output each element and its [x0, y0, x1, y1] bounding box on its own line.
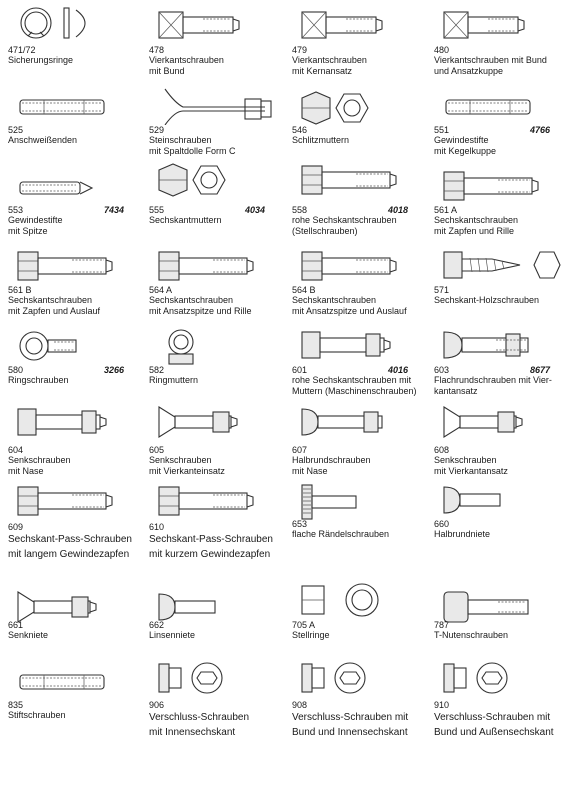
countersunk-rivet-icon	[14, 590, 138, 630]
item-label: flache Rändelschrauben	[292, 529, 390, 539]
hex-bolt-pin-runout-icon	[14, 248, 138, 288]
item-label: Flachrundschrauben mit Vier-	[434, 375, 552, 385]
item-label: Anschweißenden	[8, 135, 78, 145]
item-label: mit Zapfen und Auslauf	[8, 305, 101, 316]
item-number: 564 B	[292, 285, 316, 295]
item-label: mit Zapfen und Rille	[434, 225, 515, 236]
stud-bolt-icon	[14, 665, 138, 705]
square-head-bolt-icon	[298, 8, 422, 48]
hex-bolt-point-runout-icon	[298, 248, 422, 288]
plug-hex-socket-icon	[155, 660, 279, 700]
item-number: 571	[434, 285, 450, 295]
item-label: Verschluss-Schrauben mit	[434, 712, 551, 723]
din-number: 7434	[104, 205, 125, 215]
item-number: 910	[434, 700, 450, 710]
item-label: Halbrundschrauben	[292, 455, 371, 465]
item-number: 661	[8, 620, 24, 630]
item-label: rohe Sechskantschrauben mit	[292, 375, 412, 385]
item-label: mit Vierkanteinsatz	[149, 465, 225, 476]
item-number: 551	[434, 125, 450, 135]
item-label: Sechskant-Pass-Schrauben	[8, 534, 132, 545]
carriage-bolt-icon	[440, 328, 564, 368]
countersunk-bolt-square-icon	[155, 405, 279, 445]
item-label: Steinschrauben	[149, 135, 212, 145]
item-label: Senkniete	[8, 630, 49, 640]
round-head-bolt-nib-icon	[298, 405, 422, 445]
fitted-bolt-short-icon	[155, 483, 279, 523]
item-label: Ringmuttern	[149, 375, 199, 385]
din-number: 4034	[245, 205, 266, 215]
item-number: 605	[149, 445, 165, 455]
item-label: Senkschrauben	[434, 455, 497, 465]
din-number: 4016	[388, 365, 409, 375]
item-label: Gewindestifte	[8, 215, 63, 225]
anchor-bolt-icon	[155, 85, 279, 125]
item-label: und Ansatzkuppe	[434, 65, 504, 76]
item-number: 662	[149, 620, 165, 630]
hex-wood-screw-icon	[440, 248, 564, 288]
item-number: 906	[149, 700, 165, 710]
item-label: Sechskantschrauben	[434, 215, 519, 225]
item-label: mit Kegelkuppe	[434, 145, 497, 156]
item-label: rohe Sechskantschrauben	[292, 215, 397, 225]
item-label: Halbrundniete	[434, 529, 491, 539]
item-label: Sechskant-Holzschrauben	[434, 295, 540, 305]
square-head-bolt-dog-point-icon	[440, 8, 564, 48]
item-label: Ringschrauben	[8, 375, 69, 385]
countersunk-bolt-nib-icon	[14, 405, 138, 445]
item-number: 604	[8, 445, 24, 455]
item-number: 564 A	[149, 285, 173, 295]
item-label: Bund und Außensechskant	[434, 727, 554, 738]
round-rivet-icon	[440, 483, 564, 523]
item-label: Linsenniete	[149, 630, 196, 640]
item-label: mit Nase	[8, 465, 44, 476]
t-slot-bolt-icon	[440, 590, 564, 630]
item-label: mit Spaltdolle Form C	[149, 145, 236, 156]
item-number: 561 A	[434, 205, 458, 215]
item-number: 558	[292, 205, 308, 215]
item-label: Sechskantschrauben	[149, 295, 234, 305]
item-number: 601	[292, 365, 308, 375]
item-label: Senkschrauben	[8, 455, 71, 465]
set-screw-cone-icon	[440, 90, 564, 130]
item-label: Gewindestifte	[434, 135, 489, 145]
item-number: 609	[8, 522, 24, 532]
item-number: 555	[149, 205, 165, 215]
item-label: Schlitzmuttern	[292, 135, 350, 145]
item-number: 653	[292, 519, 308, 529]
item-label: Vierkantschrauben	[149, 55, 224, 65]
item-label: Senkschrauben	[149, 455, 212, 465]
item-number: 529	[149, 125, 165, 135]
item-label: T-Nutenschrauben	[434, 630, 509, 640]
item-label: mit Bund	[149, 65, 185, 76]
hex-bolt-point-icon	[155, 248, 279, 288]
item-label: kantansatz	[434, 385, 478, 396]
hex-bolt-nut-icon	[298, 328, 422, 368]
hex-bolt-pin-icon	[440, 168, 564, 208]
item-label: mit Kernansatz	[292, 65, 353, 76]
item-label: Sicherungsringe	[8, 55, 74, 65]
item-label: mit Ansatzspitze und Rille	[149, 305, 252, 316]
item-number: 610	[149, 522, 165, 532]
item-label: Sechskantschrauben	[292, 295, 377, 305]
slotted-nut-icon	[298, 90, 422, 130]
square-head-bolt-collar-icon	[155, 8, 279, 48]
eye-nut-icon	[155, 328, 279, 368]
item-number: 580	[8, 365, 24, 375]
hex-bolt-icon	[298, 162, 422, 202]
item-label: Muttern (Maschinenschrauben)	[292, 385, 417, 396]
item-label: Stiftschrauben	[8, 710, 66, 720]
item-label: mit langem Gewindezapfen	[8, 549, 130, 560]
item-number: 480	[434, 45, 450, 55]
item-label: mit Vierkantansatz	[434, 465, 508, 476]
item-label: mit kurzem Gewindezapfen	[149, 549, 271, 560]
din-number: 3266	[104, 365, 125, 375]
knurled-screw-icon	[298, 483, 422, 523]
item-label: Sechskant-Pass-Schrauben	[149, 534, 273, 545]
din-number: 8677	[530, 365, 551, 375]
item-label: mit Spitze	[8, 225, 48, 236]
retaining-ring-icon	[14, 5, 138, 45]
item-label: Sechskantschrauben	[8, 295, 93, 305]
item-number: 478	[149, 45, 165, 55]
item-number: 582	[149, 365, 165, 375]
weld-end-icon	[14, 90, 138, 130]
item-label: mit Ansatzspitze und Auslauf	[292, 305, 407, 316]
item-label: Sechskantmuttern	[149, 215, 222, 225]
adjusting-ring-icon	[298, 580, 422, 620]
item-number: 479	[292, 45, 308, 55]
item-number: 660	[434, 519, 450, 529]
countersunk-bolt-neck-icon	[440, 405, 564, 445]
lens-rivet-icon	[155, 590, 279, 630]
item-label: Verschluss-Schrauben mit	[292, 712, 409, 723]
item-number: 561 B	[8, 285, 32, 295]
hex-nut-icon	[155, 162, 279, 202]
set-screw-point-icon	[14, 170, 138, 210]
item-label: Vierkantschrauben	[292, 55, 367, 65]
item-label: Vierkantschrauben mit Bund	[434, 55, 547, 65]
item-number: 908	[292, 700, 308, 710]
plug-collar-hex-head-icon	[440, 660, 564, 700]
din-number: 4018	[388, 205, 409, 215]
item-label: Verschluss-Schrauben	[149, 712, 250, 723]
item-number: 607	[292, 445, 308, 455]
item-label: Stellringe	[292, 630, 330, 640]
item-label: (Stellschrauben)	[292, 225, 358, 236]
item-number: 603	[434, 365, 450, 375]
item-label: mit Nase	[292, 465, 328, 476]
eye-bolt-icon	[14, 328, 138, 368]
item-label: mit Innensechskant	[149, 727, 236, 738]
item-number: 553	[8, 205, 24, 215]
item-number: 705 A	[292, 620, 316, 630]
item-number: 546	[292, 125, 308, 135]
din-number: 4766	[530, 125, 551, 135]
plug-collar-hex-socket-icon	[298, 660, 422, 700]
item-number: 525	[8, 125, 24, 135]
item-number: 471/72	[8, 45, 36, 55]
item-number: 608	[434, 445, 450, 455]
fitted-bolt-long-icon	[14, 483, 138, 523]
item-number: 787	[434, 620, 450, 630]
item-label: Bund und Innensechskant	[292, 727, 408, 738]
item-number: 835	[8, 700, 24, 710]
